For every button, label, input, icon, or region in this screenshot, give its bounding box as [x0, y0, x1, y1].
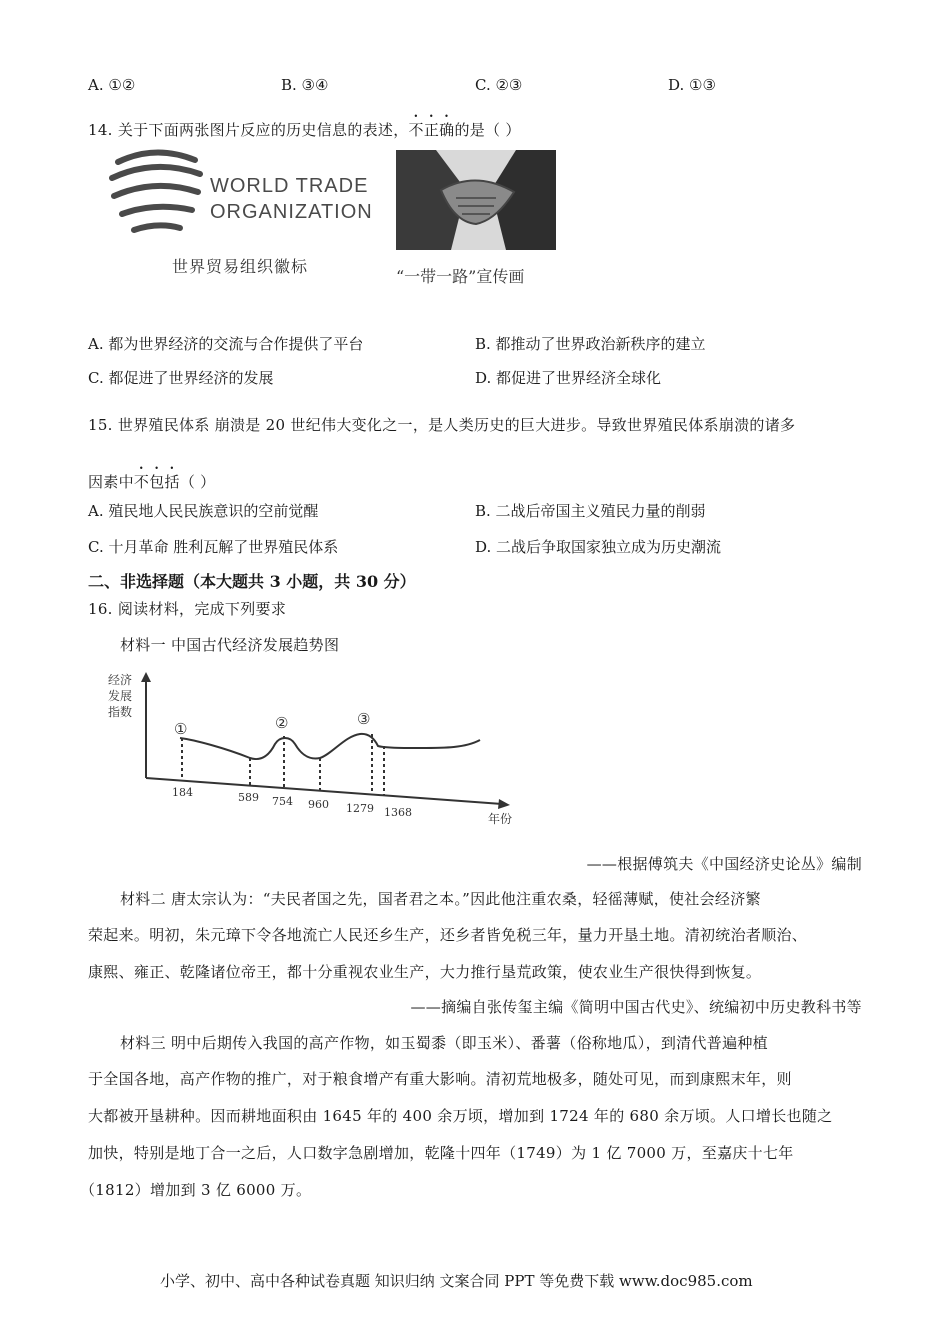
- wto-caption: 世界贸易组织徽标: [172, 257, 309, 276]
- q14-option-c: C. 都促进了世界经济的发展: [88, 369, 274, 387]
- material2-line3: 康熙、雍正、乾隆诸位帝王，都十分重视农业生产，大力推行垦荒政策，使农业生产很快得到恢复。: [88, 963, 762, 981]
- material3-line4: 加快，特别是地丁合一之后，人口数字急剧增加，乾隆十四年（1749）为 1 亿 7000 万，至嘉庆十七年: [88, 1144, 794, 1162]
- x-tick-1368: 1368: [384, 806, 412, 819]
- q14-option-b: B. 都推动了世界政治新秩序的建立: [475, 335, 706, 353]
- ylabel-line-2: 发展: [108, 689, 133, 703]
- y-axis-arrow: [141, 672, 151, 682]
- peak-marker-3: ③: [357, 710, 371, 728]
- q15-option-d: D. 二战后争取国家独立成为历史潮流: [475, 538, 722, 556]
- q15-stem-line1: 15. 世界殖民体系 崩溃是 20 世纪伟大变化之一，是人类历史的巨大进步。导致世界殖民体系崩溃的诸多: [88, 416, 796, 434]
- y-axis-label: [108, 672, 132, 719]
- material2-source: ——摘编自张传玺主编《简明中国古代史》、统编初中历史教科书等: [410, 998, 862, 1016]
- wto-logo-picture: [100, 142, 385, 287]
- material1-source: ——根据傅筑夫《中国经济史论丛》编制: [586, 855, 862, 873]
- q15-option-b: B. 二战后帝国主义殖民力量的削弱: [475, 502, 706, 520]
- section2-title: 二、非选择题（本大题共 3 小题，共 30 分）: [88, 572, 416, 591]
- q15-emphasis: 不包括: [133, 473, 180, 491]
- x-tick-184: 184: [172, 786, 193, 799]
- material3-line2: 于全国各地，高产作物的推广，对于粮食增产有重大影响。清初荒地极多，随处可见，而到康熙末年，则: [88, 1070, 792, 1088]
- wto-text-2: ORGANIZATION: [210, 201, 373, 223]
- handshake-icon: [396, 150, 556, 250]
- x-axis-label: 年份: [488, 812, 513, 826]
- economic-trend-chart: [100, 668, 530, 828]
- peak-marker-1: ①: [174, 720, 188, 738]
- wto-emblem-icon: [100, 142, 385, 252]
- q14-option-d: D. 都促进了世界经济全球化: [475, 369, 662, 387]
- x-axis-arrow: [498, 799, 510, 809]
- ylabel-line-1: 经济: [108, 673, 133, 687]
- page-footer: 小学、初中、高中各种试卷真题 知识归纳 文案合同 PPT 等免费下载 www.doc985.com: [160, 1272, 753, 1290]
- q13-option-d: D. ①③: [668, 76, 716, 94]
- q15-option-c: C. 十月革命 胜利瓦解了世界殖民体系: [88, 538, 339, 556]
- x-tick-1279: 1279: [346, 802, 374, 815]
- ylabel-line-3: 指数: [108, 705, 133, 719]
- x-tick-960: 960: [308, 798, 329, 811]
- q14-stem: 14. 关于下面两张图片反应的历史信息的表述，不正确的是（ ）: [88, 121, 521, 139]
- q13-option-a: A. ①②: [88, 76, 136, 94]
- q14-emphasis: 不正确: [408, 121, 455, 139]
- q14-option-a: A. 都为世界经济的交流与合作提供了平台: [88, 335, 364, 353]
- material3-line5: （1812）增加到 3 亿 6000 万。: [80, 1181, 312, 1199]
- peak-marker-2: ②: [275, 714, 289, 732]
- q13-option-b: B. ③④: [281, 76, 329, 94]
- belt-road-picture: [396, 150, 576, 290]
- x-tick-754: 754: [272, 795, 293, 808]
- q15-stem-line2: 因素中不包括（ ）: [88, 473, 216, 491]
- material3-line1: 材料三 明中后期传入我国的高产作物，如玉蜀黍（即玉米）、番薯（俗称地瓜），到清代普遍种植: [120, 1034, 768, 1052]
- trend-curve: [180, 734, 480, 759]
- material2-line2: 荣起来。明初，朱元璋下令各地流亡人民还乡生产，还乡者皆免税三年，量力开垦土地。清初统治者顺治、: [88, 926, 808, 944]
- material1-title: 材料一 中国古代经济发展趋势图: [120, 636, 340, 654]
- q15-option-a: A. 殖民地人民民族意识的空前觉醒: [88, 502, 319, 520]
- belt-road-caption: “一带一路”宣传画: [396, 267, 525, 286]
- wto-text-1: WORLD TRADE: [210, 175, 369, 197]
- material3-line3: 大都被开垦耕种。因而耕地面积由 1645 年的 400 余万顷，增加到 1724 年的 680 余万顷。人口增长也随之: [88, 1107, 833, 1125]
- q13-option-c: C. ②③: [475, 76, 523, 94]
- material2-line1: 材料二 唐太宗认为：“夫民者国之先，国者君之本。”因此他注重农桑，轻徭薄赋，使社会经济繁: [120, 890, 761, 908]
- q16-stem: 16. 阅读材料，完成下列要求: [88, 600, 287, 618]
- x-tick-589: 589: [238, 791, 259, 804]
